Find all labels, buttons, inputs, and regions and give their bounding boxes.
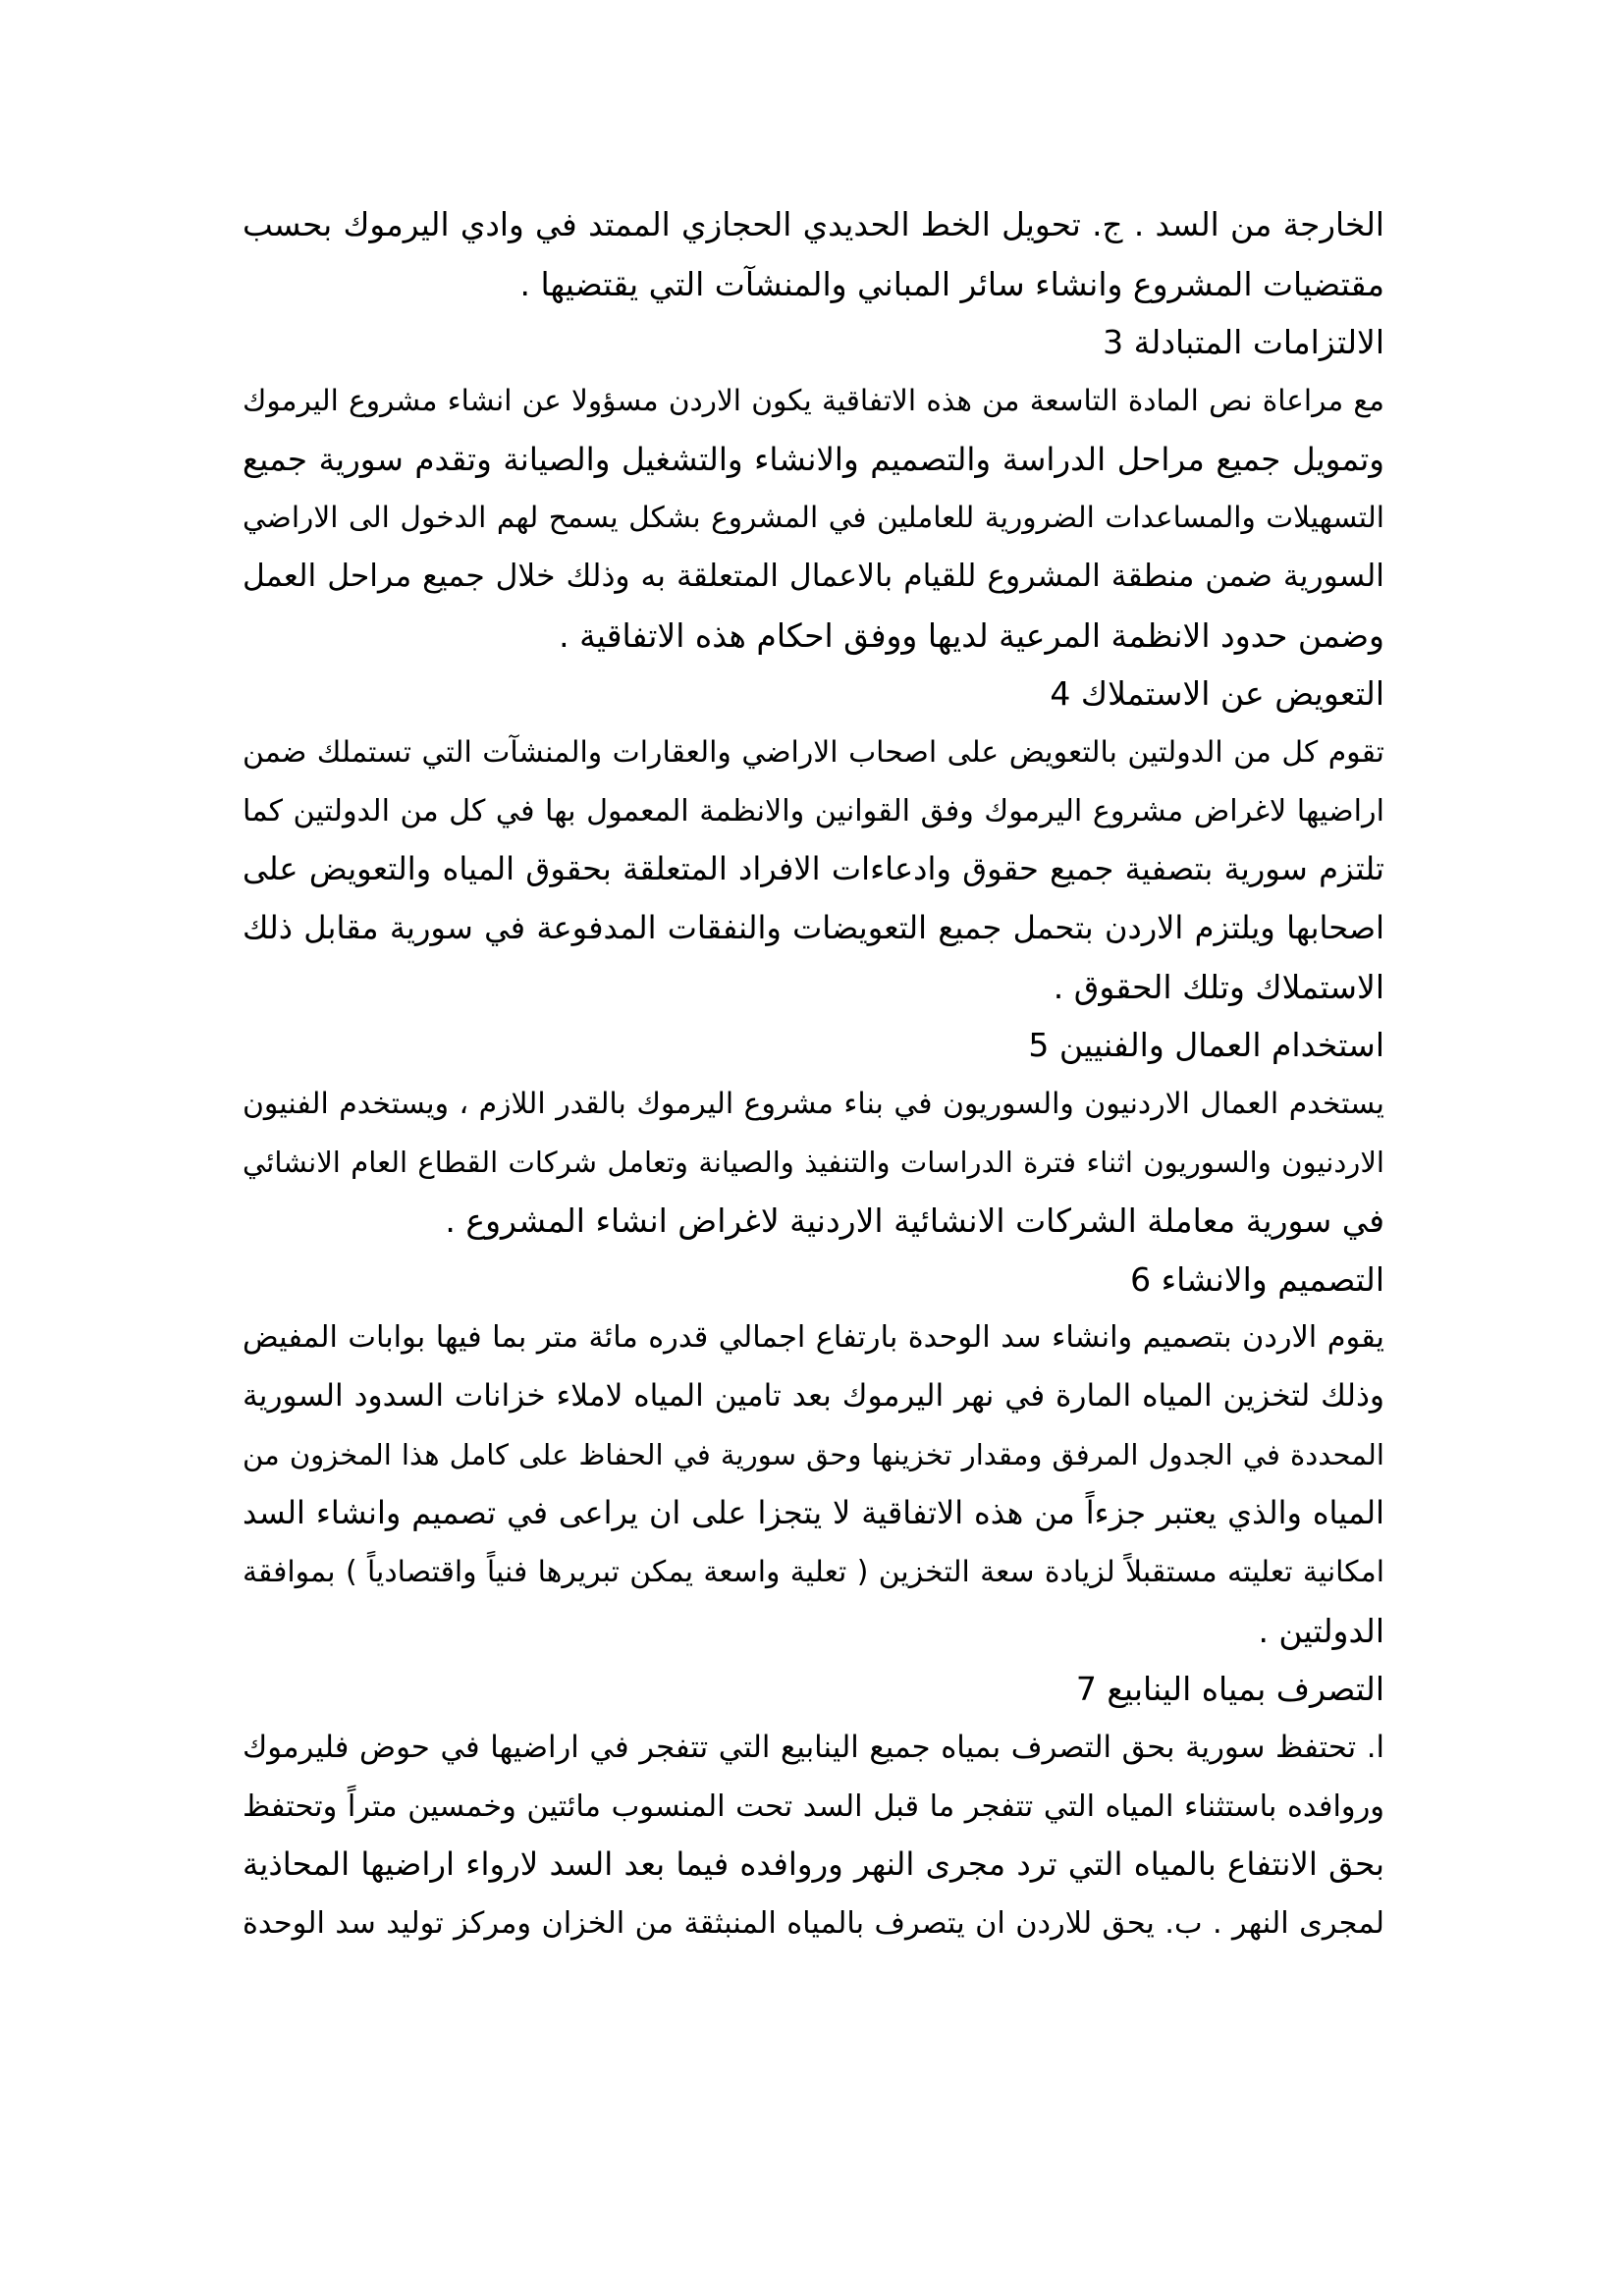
paragraph-line: في سورية معاملة الشركات الانشائية الاردنية لاغراض انشاء المشروع . — [445, 1201, 1384, 1241]
section-heading: استخدام العمال والفنيين 5 — [1028, 1026, 1384, 1065]
paragraph-line: المحددة في الجدول المرفق ومقدار تخزينها وحق سورية في الحفاظ على كامل هذا المخزون من — [243, 1437, 1384, 1471]
paragraph-line: بحق الانتفاع بالمياه التي ترد مجرى النهر وروافده فيما بعد السد لارواء اراضيها المحاذية — [243, 1845, 1384, 1884]
paragraph-line: يقوم الاردن بتصميم وانشاء سد الوحدة بارتفاع اجمالي قدره مائة متر بما فيها بوابات المفيض — [243, 1320, 1384, 1356]
paragraph-line: تلتزم سورية بتصفية جميع حقوق وادعاءات الافراد المتعلقة بحقوق المياه والتعويض على — [243, 850, 1384, 888]
paragraph-line: المياه والذي يعتبر جزءاً من هذه الاتفاقية لا يتجزا على ان يراعى في تصميم وانشاء السد — [243, 1494, 1384, 1532]
paragraph-line: الاردنيون والسوريون اثناء فترة الدراسات والتنفيذ والصيانة وتعامل شركات القطاع العام الانشائي — [243, 1145, 1384, 1179]
paragraph-line: وذلك لتخزين المياه المارة في نهر اليرموك بعد تامين المياه لاملاء خزانات السدود السورية — [243, 1378, 1384, 1415]
section-heading: الالتزامات المتبادلة 3 — [1103, 323, 1384, 362]
paragraph-line: اصحابها ويلتزم الاردن بتحمل جميع التعويضات والنفقات المدفوعة في سورية مقابل ذلك — [243, 908, 1384, 946]
paragraph-line: وروافده باستثناء المياه التي تتفجر ما قبل السد تحت المنسوب مائتين وخمسين متراً وتحتفظ — [243, 1789, 1384, 1824]
paragraph-line: السورية ضمن منطقة المشروع للقيام بالاعمال المتعلقة به وذلك خلال جميع مراحل العمل — [243, 558, 1384, 594]
paragraph-line: مع مراعاة نص المادة التاسعة من هذه الاتفاقية يكون الاردن مسؤولا عن انشاء مشروع اليرموك — [243, 383, 1384, 417]
paragraph-line: اراضيها لاغراض مشروع اليرموك وفق القوانين والانظمة المعمول بها في كل من الدولتين كما — [243, 793, 1384, 828]
section-heading: التعويض عن الاستملاك 4 — [1050, 674, 1384, 714]
section-heading: التصميم والانشاء 6 — [1130, 1259, 1384, 1299]
paragraph-line: الخارجة من السد . ج. تحويل الخط الحديدي الحجازي الممتد في وادي اليرموك بحسب — [243, 206, 1384, 243]
paragraph-line: مقتضيات المشروع وانشاء سائر المباني والمنشآت التي يقتضيها . — [519, 264, 1384, 303]
paragraph-line: امكانية تعليته مستقبلاً لزيادة سعة التخزين ( تعلية واسعة يمكن تبريرها فنياً واقتصادياً ) بموافقة — [243, 1555, 1384, 1590]
paragraph-line: الدولتين . — [1258, 1611, 1384, 1650]
paragraph-line: ا. تحتفظ سورية بحق التصرف بمياه جميع الينابيع التي تتفجر في اراضيها في حوض فليرموك — [243, 1731, 1384, 1766]
paragraph-line: التسهيلات والمساعدات الضرورية للعاملين في المشروع بشكل يسمح لهم الدخول الى الاراضي — [243, 501, 1384, 535]
paragraph-line: يستخدم العمال الاردنيون والسوريون في بناء مشروع اليرموك بالقدر اللازم ، ويستخدم الفنيون — [243, 1086, 1384, 1121]
section-heading: التصرف بمياه الينابيع 7 — [1075, 1670, 1384, 1709]
paragraph-line: وضمن حدود الانظمة المرعية لديها ووفق احكام هذه الاتفاقية . — [559, 615, 1384, 655]
document-body — [243, 196, 1384, 1953]
paragraph-line: وتمويل جميع مراحل الدراسة والتصميم والانشاء والتشغيل والصيانة وتقدم سورية جميع — [243, 440, 1384, 478]
paragraph-line: الاستملاك وتلك الحقوق . — [1053, 967, 1384, 1006]
paragraph-line: لمجرى النهر . ب. يحق للاردن ان يتصرف بالمياه المنبثقة من الخزان ومركز توليد سد الوحدة — [243, 1906, 1384, 1942]
paragraph-line: تقوم كل من الدولتين بالتعويض على اصحاب الاراضي والعقارات والمنشآت التي تستملك ضمن — [243, 734, 1384, 770]
